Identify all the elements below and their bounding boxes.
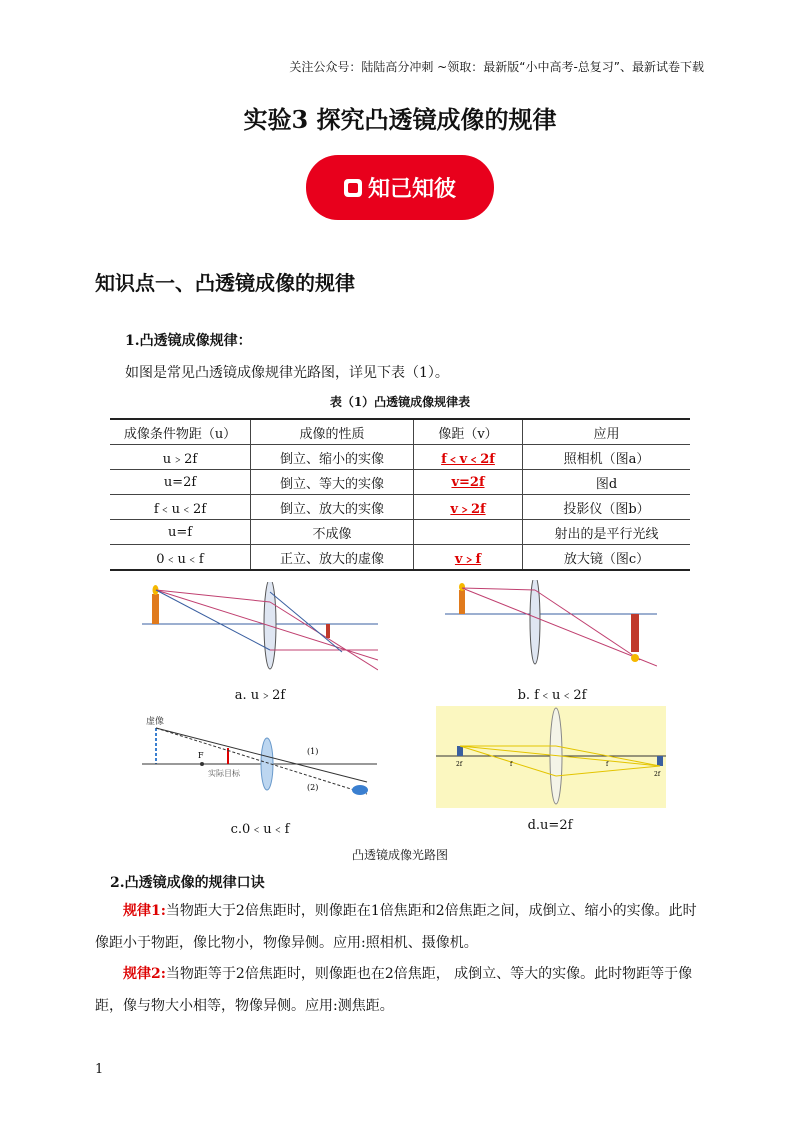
- intro-text: 如图是常见凸透镜成像规律光路图，详见下表（1）。: [125, 365, 449, 381]
- candle-object: [459, 590, 465, 614]
- rule-2-label: 规律2:: [123, 966, 166, 982]
- eye-icon: [352, 785, 368, 795]
- table-cell: 倒立、缩小的实像: [251, 445, 414, 470]
- table-header: 像距（v）: [414, 419, 523, 445]
- table-caption: 表（1）凸透镜成像规律表: [329, 395, 471, 409]
- axis-label-f: f: [510, 761, 513, 768]
- table-cell: 正立、放大的虚像: [251, 545, 414, 571]
- figure-a-diagram: [142, 582, 378, 672]
- light-ray: [270, 592, 342, 652]
- light-ray: [462, 588, 657, 666]
- virtual-image-label: 虚像: [146, 717, 165, 727]
- table-cell: u=f: [110, 520, 251, 545]
- rule-2-paragraph: [95, 958, 705, 1022]
- table-cell: 倒立、等大的实像: [251, 470, 414, 495]
- light-ray: [270, 602, 378, 670]
- table-row: [110, 545, 690, 571]
- image-mark: [326, 624, 330, 638]
- light-ray: [156, 728, 367, 794]
- figure-c-label: c.0﹤u﹤f: [230, 822, 290, 837]
- table-cell: 0﹤u﹤f: [110, 545, 251, 571]
- table-cell: [414, 470, 523, 495]
- figure-c-diagram: [142, 710, 377, 810]
- table-cell: u﹥2f: [110, 445, 251, 470]
- image-distance: v﹥2f: [450, 501, 486, 517]
- table-header: 成像条件物距（u）: [110, 419, 251, 445]
- object: [457, 746, 463, 756]
- page-number: 1: [95, 1062, 104, 1077]
- table-cell: 倒立、放大的实像: [251, 495, 414, 520]
- table-cell: [414, 545, 523, 571]
- image-distance: v=2f: [451, 474, 485, 490]
- figure-d-diagram: [436, 706, 666, 808]
- candle-object: [152, 594, 159, 624]
- image-flame: [631, 654, 639, 662]
- table-cell: 放大镜（图c）: [523, 545, 691, 571]
- badge-label: 知己知彼: [367, 177, 456, 202]
- badge: [306, 155, 494, 220]
- rule-1-paragraph: [95, 895, 705, 959]
- focal-point: [200, 762, 204, 766]
- rule-1-label: 规律1:: [123, 903, 166, 919]
- table-cell: f﹤u﹤2f: [110, 495, 251, 520]
- table-header: 应用: [523, 419, 691, 445]
- table-cell: 照相机（图a）: [523, 445, 691, 470]
- ray-1-label: (1): [307, 747, 319, 756]
- book-icon: [344, 179, 362, 197]
- ray-2-label: (2): [307, 783, 319, 792]
- focal-label: F: [198, 751, 204, 760]
- figure-b-label: b. f﹤u﹤2f: [517, 688, 587, 703]
- rule-1-text: 当物距大于2倍焦距时，则像距在1倍焦距和2倍焦距之间，成倒立、缩小的实像。此时像距小于物距，像比物小，物像异侧。应用:照相机、摄像机。: [95, 903, 697, 951]
- table-header: 成像的性质: [251, 419, 414, 445]
- image-distance: f﹤v﹤2f: [441, 451, 495, 467]
- page-title: 实验3 探究凸透镜成像的规律: [243, 105, 557, 134]
- table-cell: u=2f: [110, 470, 251, 495]
- table-cell: 图d: [523, 470, 691, 495]
- table-row: [110, 495, 690, 520]
- rule-2-text: 当物距等于2倍焦距时，则像距也在2倍焦距， 成倒立、等大的实像。此时物距等于像距，像与物大小相等，物像异侧。应用:测焦距。: [95, 966, 693, 1014]
- axis-label-2f: 2f: [456, 761, 463, 768]
- image: [657, 756, 663, 766]
- light-ray: [156, 590, 270, 602]
- axis-label-f: f: [606, 761, 609, 768]
- subsection-2-title: 2.凸透镜成像的规律口诀: [110, 875, 265, 891]
- table-row: [110, 470, 690, 495]
- light-ray: [535, 590, 640, 660]
- table-cell: [414, 520, 523, 545]
- figure-d-label: d.u=2f: [527, 818, 573, 833]
- figure-caption: 凸透镜成像光路图: [351, 848, 448, 862]
- table-cell: 投影仪（图b）: [523, 495, 691, 520]
- table-row: [110, 445, 690, 470]
- rules-table: [110, 418, 690, 571]
- table-cell: [414, 445, 523, 470]
- table-cell: 射出的是平行光线: [523, 520, 691, 545]
- table-cell: 不成像: [251, 520, 414, 545]
- axis-label-2f: 2f: [654, 771, 661, 778]
- light-ray: [156, 590, 270, 650]
- candle-flame: [459, 583, 465, 591]
- figure-a-label: a. u﹥2f: [234, 688, 286, 703]
- figure-b-diagram: [445, 580, 657, 672]
- table-row: [110, 520, 690, 545]
- image-candle: [631, 614, 639, 652]
- object-label: 实际目标: [208, 769, 240, 778]
- light-ray: [462, 588, 535, 590]
- section-title: 知识点一、凸透镜成像的规律: [95, 271, 355, 295]
- table-header-row: [110, 419, 690, 445]
- header-note: 关注公众号：陆陆高分冲刺 ~领取：最新版“小中高考-总复习”、最新试卷下载: [289, 60, 704, 74]
- subsection-1-title: 1.凸透镜成像规律：: [125, 333, 252, 349]
- image-distance: v﹥f: [454, 551, 482, 567]
- table-cell: [414, 495, 523, 520]
